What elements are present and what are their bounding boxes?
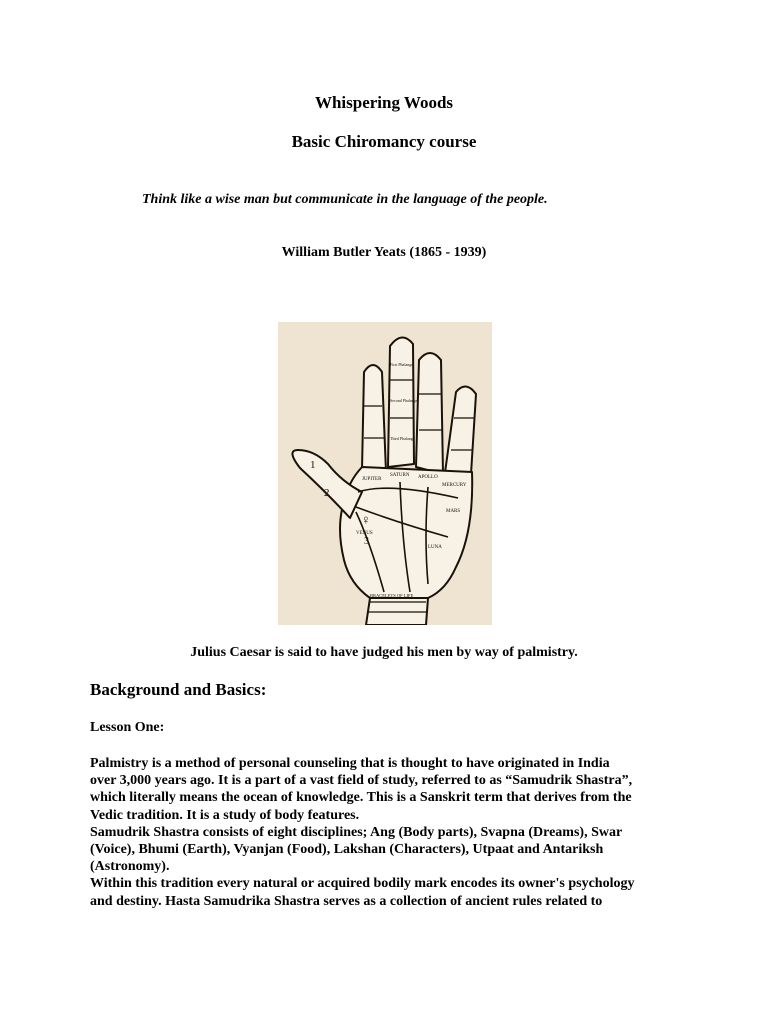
thumb-label-2: 2 xyxy=(324,487,330,499)
paragraph-line: (Voice), Bhumi (Earth), Vyanjan (Food), Lakshan (Characters), Utpaat and Antariksh xyxy=(90,842,604,858)
mars-label: MARS xyxy=(446,509,461,514)
thumb-label-1: 1 xyxy=(310,459,316,471)
apollo-label: APOLLO xyxy=(418,475,438,480)
phalange-label-third: Third Phalange xyxy=(390,436,415,441)
phalange-label-first: First Phalange xyxy=(390,362,413,367)
index-finger xyxy=(362,365,386,472)
figure-caption: Julius Caesar is said to have judged his men by way of palmistry. xyxy=(190,645,578,660)
paragraph-line: Within this tradition every natural or acquired bodily mark encodes its owner's psychology xyxy=(90,876,635,892)
paragraph-line: and destiny. Hasta Samudrika Shastra serves as a collection of ancient rules related to xyxy=(90,893,603,909)
body-paragraph xyxy=(90,755,690,910)
hand-drawing xyxy=(278,322,492,625)
luna-label: LUNA xyxy=(428,545,442,550)
palmistry-hand-illustration xyxy=(278,322,492,625)
paragraph-line: Palmistry is a method of personal counseling that is thought to have originated in India xyxy=(90,756,610,771)
lesson-label: Lesson One: xyxy=(90,720,165,735)
paragraph-line: (Astronomy). xyxy=(90,859,170,875)
section-heading: Background and Basics: xyxy=(90,680,267,699)
document-title: Whispering Woods xyxy=(314,93,454,112)
paragraph-line: which literally means the ocean of knowledge. This is a Sanskrit term that derives from the xyxy=(90,790,632,806)
venus-label: VENUS xyxy=(356,531,373,536)
venus-symbol: ♀ xyxy=(361,512,371,527)
jupiter-label: JUPITER xyxy=(362,477,382,482)
saturn-label: SATURN xyxy=(390,473,410,478)
bracelets-label: BRACELETS OF LIFE xyxy=(370,593,414,598)
paragraph-line: Samudrik Shastra consists of eight disciplines; Ang (Body parts), Svapna (Dreams), Swar xyxy=(90,824,623,840)
ring-finger xyxy=(416,353,443,474)
paragraph-line: over 3,000 years ago. It is a part of a vast field of study, referred to as “Samudrik Shastra”, xyxy=(90,773,633,789)
phalange-label-second: Second Phalange xyxy=(390,398,418,403)
venus-number: 3 xyxy=(364,536,369,547)
document-subtitle: Basic Chiromancy course xyxy=(291,132,477,151)
paragraph-line: Vedic tradition. It is a study of body features. xyxy=(90,807,360,823)
mercury-label: MERCURY xyxy=(442,483,467,488)
epigraph-author: William Butler Yeats (1865 - 1939) xyxy=(281,245,487,260)
epigraph-quote: Think like a wise man but communicate in the language of the people. xyxy=(142,192,548,207)
